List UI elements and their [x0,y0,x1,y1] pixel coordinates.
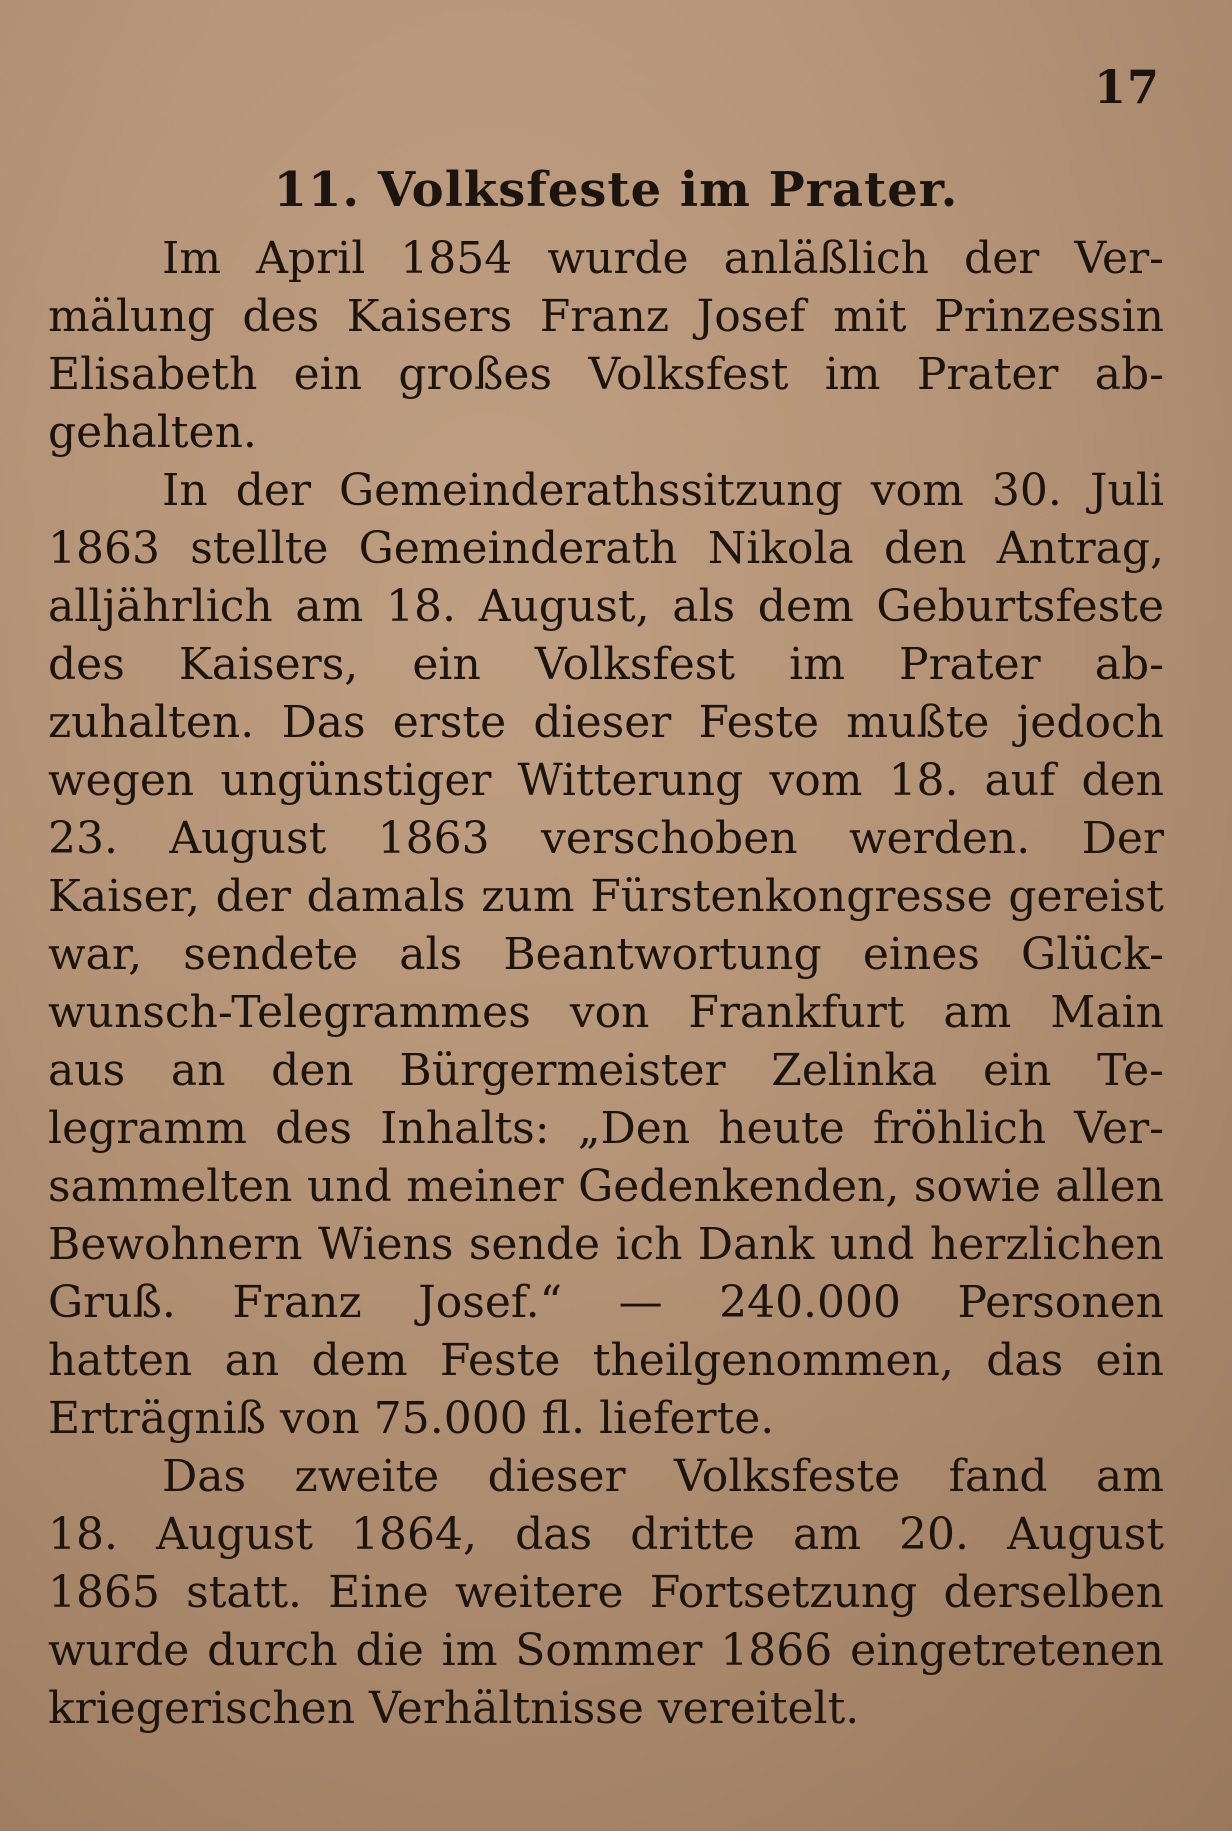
text-line: wegen ungünstiger Witterung vom 18. auf den [48,755,1164,806]
text-line: Elisabeth ein großes Volksfest im Prater ab- [48,349,1164,400]
text-line: war, sendete als Beantwortung eines Glück- [48,929,1164,980]
text-line: hatten an dem Feste theilgenommen, das ein [48,1335,1164,1386]
text-line: Kaiser, der damals zum Fürstenkongresse gereist [48,871,1164,922]
text-line: 1865 statt. Eine weitere Fortsetzung derselben [48,1567,1164,1618]
text-line: mälung des Kaisers Franz Josef mit Prinzessin [48,291,1164,342]
text-line: Bewohnern Wiens sende ich Dank und herzlichen [48,1219,1164,1270]
text-line: zuhalten. Das erste dieser Feste mußte jedoch [48,697,1164,748]
section-heading: 11. Volksfeste im Prater. [273,162,959,218]
text-line: des Kaisers, ein Volksfest im Prater ab- [48,639,1164,690]
page-number: 17 [1093,60,1160,114]
text-line: sammelten und meiner Gedenkenden, sowie allen [48,1161,1164,1212]
text-line: wurde durch die im Sommer 1866 eingetretenen [48,1625,1164,1676]
text-line: Erträgniß von 75.000 fl. lieferte. [48,1393,775,1444]
text-line: In der Gemeinderathssitzung vom 30. Juli [162,465,1164,516]
text-line: 1863 stellte Gemeinderath Nikola den Antrag, [48,523,1164,574]
text-line: gehalten. [48,407,257,458]
text-line: alljährlich am 18. August, als dem Geburtsfeste [48,581,1164,632]
text-line: aus an den Bürgermeister Zelinka ein Te- [48,1045,1164,1096]
text-line: kriegerischen Verhältnisse vereitelt. [48,1683,860,1734]
text-line: Im April 1854 wurde anläßlich der Ver- [162,233,1164,284]
text-line: 18. August 1864, das dritte am 20. August [48,1509,1164,1560]
text-line: legramm des Inhalts: „Den heute fröhlich Ver- [48,1103,1164,1154]
text-line: Gruß. Franz Josef.“ — 240.000 Personen [48,1277,1164,1328]
text-line: 23. August 1863 verschoben werden. Der [48,813,1164,864]
text-line: Das zweite dieser Volksfeste fand am [162,1451,1164,1502]
text-line: wunsch-Telegrammes von Frankfurt am Main [48,987,1164,1038]
